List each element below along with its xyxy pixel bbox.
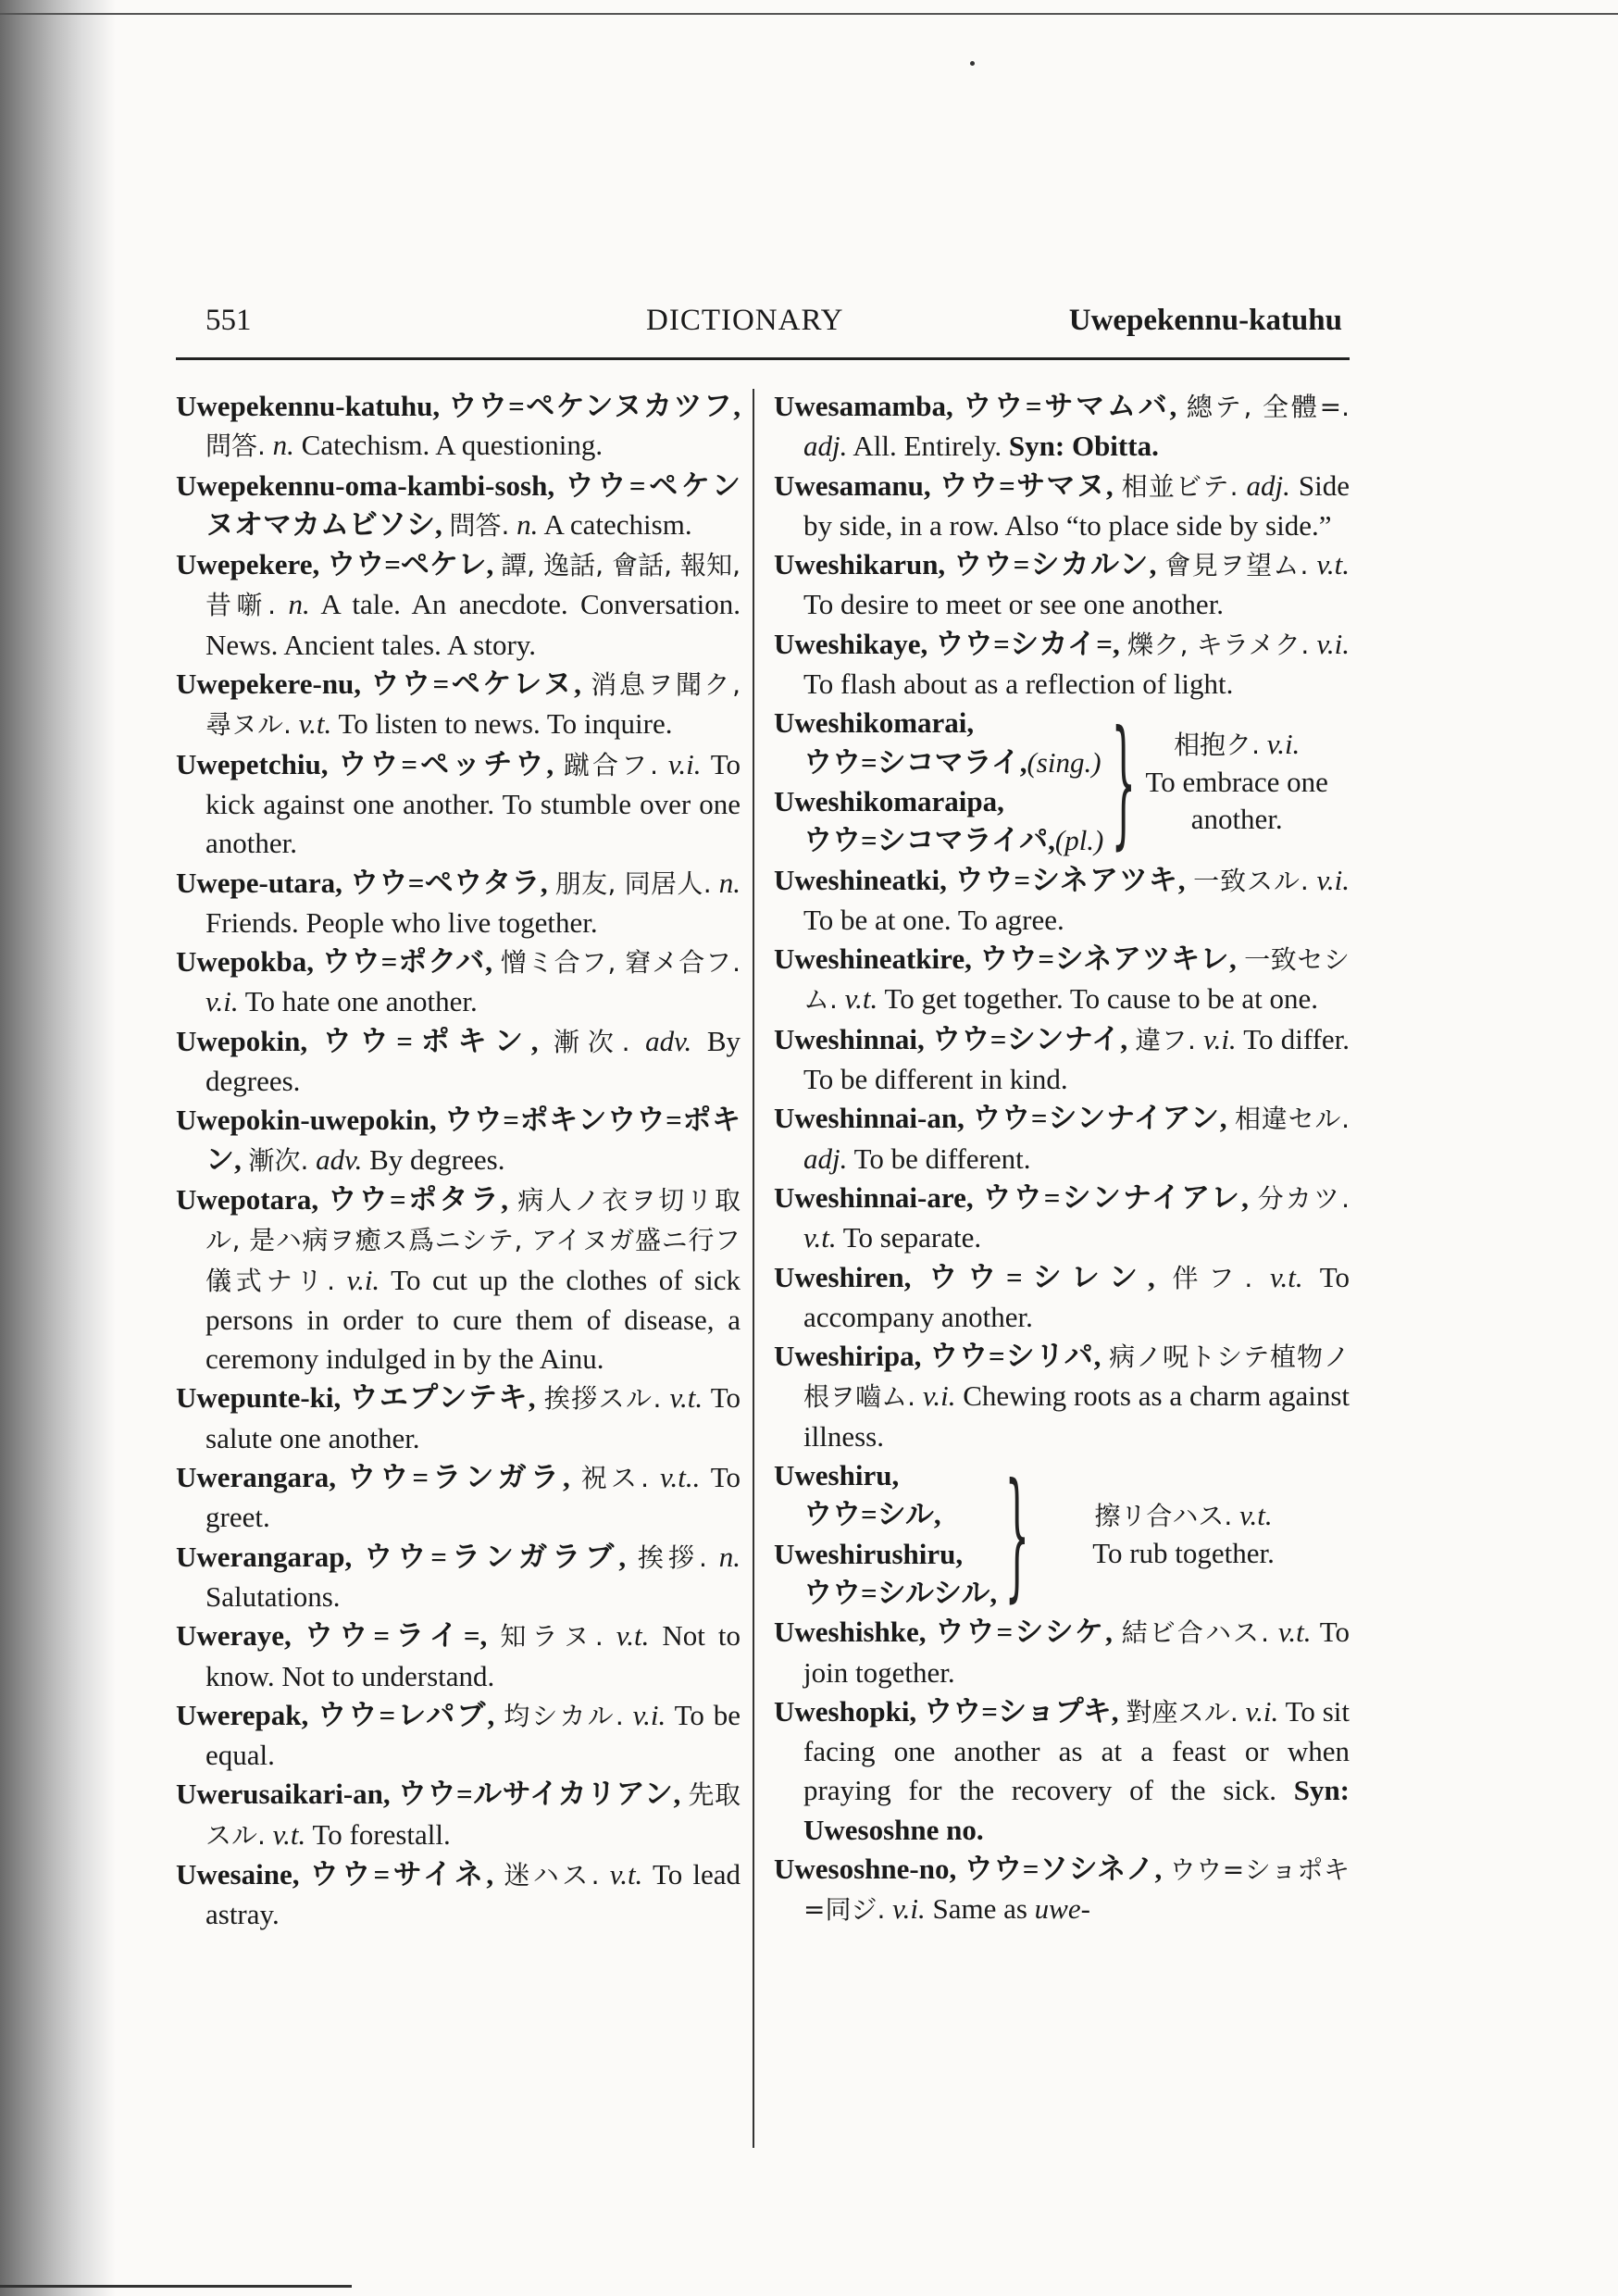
kana: ウウ=シンナイアレ, — [982, 1180, 1249, 1214]
definition: Chewing roots as a charm against illness. — [803, 1379, 1350, 1453]
headword: Uweshiren, — [774, 1260, 912, 1293]
part-of-speech: v.i. — [1316, 863, 1350, 896]
kanji-gloss: 先取スル. — [205, 1779, 741, 1851]
synonym-label: Syn: — [1008, 430, 1065, 463]
kanji-gloss: 總テ, 全體=. — [1186, 392, 1350, 422]
kana: ウウ=レパブ, — [317, 1698, 495, 1731]
kana: ウウ=シシケ, — [935, 1616, 1113, 1649]
headword: Uweshinnai, — [774, 1022, 925, 1055]
kanji-gloss: 相並ビテ. — [1121, 470, 1238, 502]
dictionary-entry — [774, 1337, 1350, 1456]
definition: To be different. — [853, 1142, 1031, 1175]
definition: To separate. — [842, 1221, 982, 1254]
definition: To accompany another. — [803, 1260, 1350, 1333]
headword: Uweshopki, — [774, 1694, 917, 1728]
kanji-gloss: 會見ヲ望ム. — [1164, 550, 1309, 581]
dictionary-entry — [176, 1458, 741, 1538]
entry-list-right-a — [774, 387, 1350, 704]
headword: Uweshikaye, — [774, 627, 928, 660]
kana: ウウ=ショプキ, — [924, 1694, 1119, 1728]
dictionary-entry — [774, 1613, 1350, 1692]
kanji-gloss: 知ラヌ. — [500, 1621, 604, 1653]
dictionary-entry — [176, 467, 741, 546]
kana: ウウ=シル, — [803, 1498, 941, 1531]
definition: A catechism. — [543, 507, 692, 541]
part-of-speech: v.i. — [346, 1263, 380, 1296]
definition: To listen to news. To inquire. — [338, 707, 673, 741]
definition: To sit facing one another as at a feast or when praying for the recovery of the sick. — [803, 1694, 1350, 1807]
definition: All. Entirely. — [853, 430, 1002, 463]
entry-list-right-b — [774, 861, 1350, 1456]
definition: To flash about as a reflection of light. — [803, 668, 1234, 701]
dictionary-entry — [774, 940, 1350, 1020]
dictionary-entry — [774, 467, 1350, 546]
part-of-speech: v.t. — [1239, 1499, 1273, 1532]
group-headwords — [774, 704, 1103, 860]
part-of-speech: v.i. — [1266, 728, 1301, 761]
part-of-speech: v.i. — [1245, 1694, 1279, 1728]
entry-group-uweshikomarai — [774, 701, 1350, 863]
dictionary-entry — [176, 1538, 741, 1617]
part-of-speech: n. — [718, 866, 741, 899]
entry-list-right-c — [774, 1613, 1350, 1929]
definition: To hate one another. — [244, 985, 478, 1018]
dictionary-entry — [176, 1379, 741, 1458]
kanji-gloss: 挨拶スル. — [543, 1383, 662, 1415]
part-of-speech: v.i. — [1316, 627, 1350, 660]
headword: Uwesamamba, — [774, 390, 953, 422]
headword: Uweshikarun, — [774, 548, 946, 581]
definition: To get together. To cause to be at one. — [884, 982, 1318, 1016]
headword: Uwepekennu-oma-kambi-sosh, — [176, 468, 555, 502]
dictionary-entry — [176, 942, 741, 1022]
kana: ウウ=ペケンヌカツフ, — [448, 390, 741, 422]
kana: ウウ=ペケンヌオマカムビソシ, — [205, 468, 741, 541]
kana: ウウ=ソシネノ, — [964, 1852, 1163, 1885]
definition: To join together. — [803, 1616, 1350, 1689]
speck — [970, 61, 975, 66]
running-head — [205, 304, 1342, 346]
headword: Uwepokin-uwepokin, — [176, 1104, 437, 1137]
dictionary-entry — [774, 387, 1350, 467]
part-of-speech: n. — [272, 429, 294, 462]
part-of-speech: v.i. — [922, 1379, 956, 1413]
definition: To desire to meet or see one another. — [803, 588, 1225, 621]
kana: ウウ=ポキン, — [322, 1024, 539, 1057]
definition: To kick against one another. To stumble over one another. — [205, 747, 741, 860]
kana: ウウ=シコマライ, — [803, 745, 1027, 779]
kanji-gloss: 問答. — [205, 430, 266, 462]
kanji-gloss: 一致スル. — [1193, 865, 1309, 896]
book-binding-shadow — [0, 0, 116, 2296]
definition: To salute one another. — [205, 1381, 741, 1454]
kana: ウウ=ポクバ, — [321, 945, 493, 979]
kana: ウウ=シンナイ, — [931, 1022, 1128, 1055]
part-of-speech: n. — [288, 588, 310, 621]
definition: Side by side, in a row. Also “to place side by side.” — [803, 468, 1350, 542]
page-number: 551 — [205, 304, 252, 337]
definition: Salutations. — [205, 1579, 341, 1613]
definition: To embrace one another. — [1145, 766, 1328, 836]
entry-list-left — [176, 387, 741, 1935]
dictionary-entry — [176, 1101, 741, 1180]
headword: Uwepetchiu, — [176, 747, 329, 780]
kanji-gloss: 相抱ク. — [1174, 730, 1260, 761]
definition: To cut up the clothes of sick persons in order to cure them of disease, a ceremony indulged in by the Ainu. — [205, 1263, 741, 1376]
guide-word: Uwepekennu-katuhu — [1068, 304, 1342, 337]
headword: Uwepe-utara, — [176, 866, 342, 899]
kanji-gloss: 漸次. — [554, 1026, 630, 1057]
kanji-gloss: 一致セシム. — [803, 944, 1350, 1016]
kanji-gloss: 挨拶. — [637, 1541, 707, 1573]
kanji-gloss: 結ビ合ハス. — [1121, 1617, 1270, 1649]
part-of-speech: v.i. — [632, 1698, 666, 1731]
part-of-speech: adv. — [645, 1024, 692, 1057]
kanji-gloss: 祝ス. — [580, 1463, 650, 1494]
headword: Uwerangarap, — [176, 1540, 353, 1573]
kanji-gloss: 相違セル. — [1235, 1104, 1350, 1135]
kana: ウウ=ランガラブ, — [364, 1540, 627, 1573]
part-of-speech: v.t. — [1277, 1616, 1312, 1649]
definition: Same as — [932, 1892, 1027, 1926]
dictionary-entry — [176, 864, 741, 943]
brace-glyph: } — [1111, 701, 1137, 863]
part-of-speech: v.i. — [892, 1892, 926, 1926]
kanji-gloss: 迷ハス. — [504, 1859, 600, 1890]
kanji-gloss: 爍ク, キラメク. — [1126, 629, 1310, 660]
group-definition — [1124, 726, 1350, 838]
headword: Uwepotara, — [176, 1182, 319, 1216]
dictionary-entry — [176, 545, 741, 665]
part-of-speech: n. — [517, 507, 539, 541]
part-of-speech: v.t. — [616, 1619, 650, 1653]
headword: Uweshiripa, — [774, 1340, 922, 1373]
kana: ウウ=シリパ, — [929, 1340, 1101, 1373]
page-title: DICTIONARY — [646, 304, 844, 337]
part-of-speech: v.t. — [272, 1817, 306, 1851]
headword: Uwepokba, — [176, 945, 315, 979]
part-of-speech: v.t.. — [660, 1461, 701, 1494]
part-of-speech: adv. — [316, 1142, 363, 1176]
kanji-gloss: 病人ノ衣ヲ切リ取ル, 是ハ病ヲ癒ス爲ニシテ, アイヌガ盛ニ行フ儀式ナリ. — [205, 1184, 741, 1296]
kanji-gloss: 違フ. — [1135, 1024, 1196, 1055]
kana: ウウ=ペッチウ, — [338, 747, 554, 780]
group-headwords — [774, 1456, 997, 1613]
scan-top-edge — [0, 13, 1618, 15]
definition: To be at one. To agree. — [803, 903, 1064, 936]
dictionary-entry — [176, 1775, 741, 1855]
headword: Uweshishke, — [774, 1616, 927, 1649]
headword: Uweraye, — [176, 1619, 292, 1653]
dictionary-entry — [176, 1696, 741, 1776]
headword: Uwepekere, — [176, 548, 320, 581]
definition: Friends. People who live together. — [205, 905, 598, 939]
kana: ウウ=サマヌ, — [939, 468, 1114, 502]
part-of-speech: v.i. — [205, 985, 239, 1018]
kana: ウウ=シカイ=, — [935, 627, 1120, 660]
headword: Uweshinnai-are, — [774, 1180, 974, 1214]
kana: ウウ=サマムバ, — [963, 390, 1177, 422]
part-of-speech: adj. — [803, 1142, 848, 1175]
brace-glyph: } — [1004, 1454, 1030, 1616]
kanji-gloss: 均シカル. — [504, 1700, 624, 1731]
dictionary-entry — [774, 1179, 1350, 1258]
scan-bottom-edge — [0, 2285, 352, 2288]
kanji-gloss: ウウ=ショポキ=同ジ. — [803, 1853, 1350, 1926]
definition: To lead astray. — [205, 1857, 741, 1931]
dictionary-entry — [774, 1850, 1350, 1930]
kanji-gloss: 伴フ. — [1172, 1262, 1253, 1293]
headword: Uwerusaikari-an, — [176, 1778, 391, 1811]
kanji-gloss: 消息ヲ聞ク, 尋ヌル. — [205, 669, 741, 741]
headword: Uweshinnai-an, — [774, 1102, 965, 1135]
kana: ウウ=ランガラ, — [347, 1461, 570, 1494]
headword: Uweshirushiru, — [774, 1537, 964, 1570]
definition: Not to know. Not to understand. — [205, 1619, 741, 1692]
entry-group-uweshiru — [774, 1454, 1350, 1616]
part-of-speech: v.i. — [1203, 1022, 1237, 1055]
part-of-speech: v.t. — [1316, 548, 1350, 581]
definition: To rub together. — [1092, 1537, 1275, 1570]
kana: ウウ=シカルン, — [953, 548, 1157, 581]
part-of-speech: v.t. — [298, 707, 332, 741]
kanji-gloss: 蹴合フ. — [563, 749, 659, 780]
group-definition — [1017, 1497, 1350, 1572]
headword: Uweshineatkire, — [774, 942, 972, 976]
dictionary-entry — [176, 387, 741, 467]
dictionary-entry — [176, 1855, 741, 1935]
synonym: Uwesoshne no. — [803, 1813, 984, 1846]
kanji-gloss: 漸次. — [248, 1144, 309, 1176]
kana: ウウ=サイネ, — [309, 1857, 494, 1890]
kana: ウウ=ペケレ, — [327, 548, 494, 581]
dictionary-entry — [176, 1616, 741, 1696]
kanji-gloss: 朋友, 同居人. — [554, 867, 712, 899]
definition: A tale. An anecdote. Conversation. News. Ancient tales. A story. — [205, 588, 741, 661]
kana: ウウ=ライ=, — [304, 1619, 488, 1653]
part-of-speech: v.t. — [803, 1221, 837, 1254]
right-column — [774, 387, 1350, 1930]
definition: To be equal. — [205, 1698, 741, 1772]
part-of-speech: adj. — [803, 430, 848, 463]
kana: ウウ=シレン, — [928, 1260, 1155, 1293]
part-of-speech: v.t. — [669, 1381, 703, 1415]
definition: To forestall. — [312, 1817, 451, 1851]
kanji-gloss: 譚, 逸話, 會話, 報知, 昔噺. — [205, 550, 741, 621]
definition: By degrees. — [369, 1142, 505, 1176]
part-of-speech: n. — [718, 1540, 741, 1573]
part-of-speech: v.t. — [609, 1857, 643, 1890]
kana: ウウ=ポタラ, — [328, 1182, 509, 1216]
definition: To differ. To be different in kind. — [803, 1022, 1350, 1096]
kana: ウウ=シコマライパ, — [803, 824, 1055, 857]
dictionary-entry — [774, 1258, 1350, 1338]
kana: ウウ=ペケレヌ, — [370, 668, 581, 701]
headword: Uwepekere-nu, — [176, 668, 362, 701]
column-divider — [753, 389, 754, 2148]
definition: Catechism. A questioning. — [301, 429, 604, 462]
headword: Uweshineatki, — [774, 863, 947, 896]
left-column — [176, 387, 741, 1935]
number-tag: (pl.) — [1054, 824, 1104, 857]
synonym-label: Syn: — [1293, 1774, 1350, 1807]
kana: ウウ=シネアツキ, — [954, 863, 1186, 896]
dictionary-entry — [176, 1180, 741, 1379]
headword: Uwesaine, — [176, 1857, 300, 1890]
kanji-gloss: 憎ミ合フ, 窘メ合フ. — [500, 947, 741, 979]
definition: By degrees. — [205, 1024, 741, 1098]
headword: Uwepokin, — [176, 1024, 308, 1057]
kanji-gloss: 對座スル. — [1126, 1696, 1238, 1728]
headword: Uweshikomarai, — [774, 706, 975, 740]
dictionary-entry — [774, 1099, 1350, 1179]
headword: Uwesamanu, — [774, 468, 931, 502]
kana: ウエプンテキ, — [349, 1381, 536, 1415]
kana: ウウ=シネアツキレ, — [979, 942, 1237, 976]
synonym: Obitta. — [1071, 430, 1159, 463]
kana: ウウ=ポキンウウ=ポキン, — [205, 1104, 741, 1176]
part-of-speech: v.t. — [844, 982, 878, 1016]
dictionary-entry — [774, 545, 1350, 625]
kana: ウウ=ペウタラ, — [350, 866, 548, 899]
dictionary-entry — [774, 1692, 1350, 1850]
kanji-gloss: 分カツ. — [1257, 1182, 1350, 1214]
dictionary-entry — [774, 861, 1350, 941]
dictionary-entry — [176, 1022, 741, 1102]
dictionary-entry — [774, 1020, 1350, 1100]
headword: Uwerangara, — [176, 1461, 337, 1494]
kana: ウウ=シンナイアン, — [972, 1102, 1227, 1135]
headword: Uwepunte-ki, — [176, 1381, 342, 1415]
headword: Uweshikomaraipa, — [774, 784, 1004, 817]
number-tag: (sing.) — [1027, 745, 1101, 779]
definition-italic: uwe- — [1034, 1892, 1090, 1926]
dictionary-entry — [176, 665, 741, 745]
kanji-gloss: 病ノ呪トシテ植物ノ根ヲ嚙ム. — [803, 1341, 1350, 1413]
headword: Uwesoshne-no, — [774, 1852, 957, 1885]
kana: ウウ=ルサイカリアン, — [397, 1778, 681, 1811]
definition: To greet. — [205, 1461, 741, 1534]
kana: ウウ=シルシル, — [803, 1576, 998, 1609]
part-of-speech: v.i. — [667, 747, 702, 780]
part-of-speech: v.t. — [1270, 1260, 1303, 1293]
kanji-gloss: 問答. — [449, 509, 510, 541]
header-rule — [176, 357, 1350, 360]
headword: Uweshiru, — [774, 1459, 900, 1492]
part-of-speech: adj. — [1246, 468, 1290, 502]
headword: Uwerepak, — [176, 1698, 309, 1731]
dictionary-entry — [774, 625, 1350, 705]
dictionary-entry — [176, 745, 741, 864]
headword: Uwepekennu-katuhu, — [176, 390, 441, 422]
kanji-gloss: 擦リ合ハス. — [1094, 1501, 1233, 1532]
